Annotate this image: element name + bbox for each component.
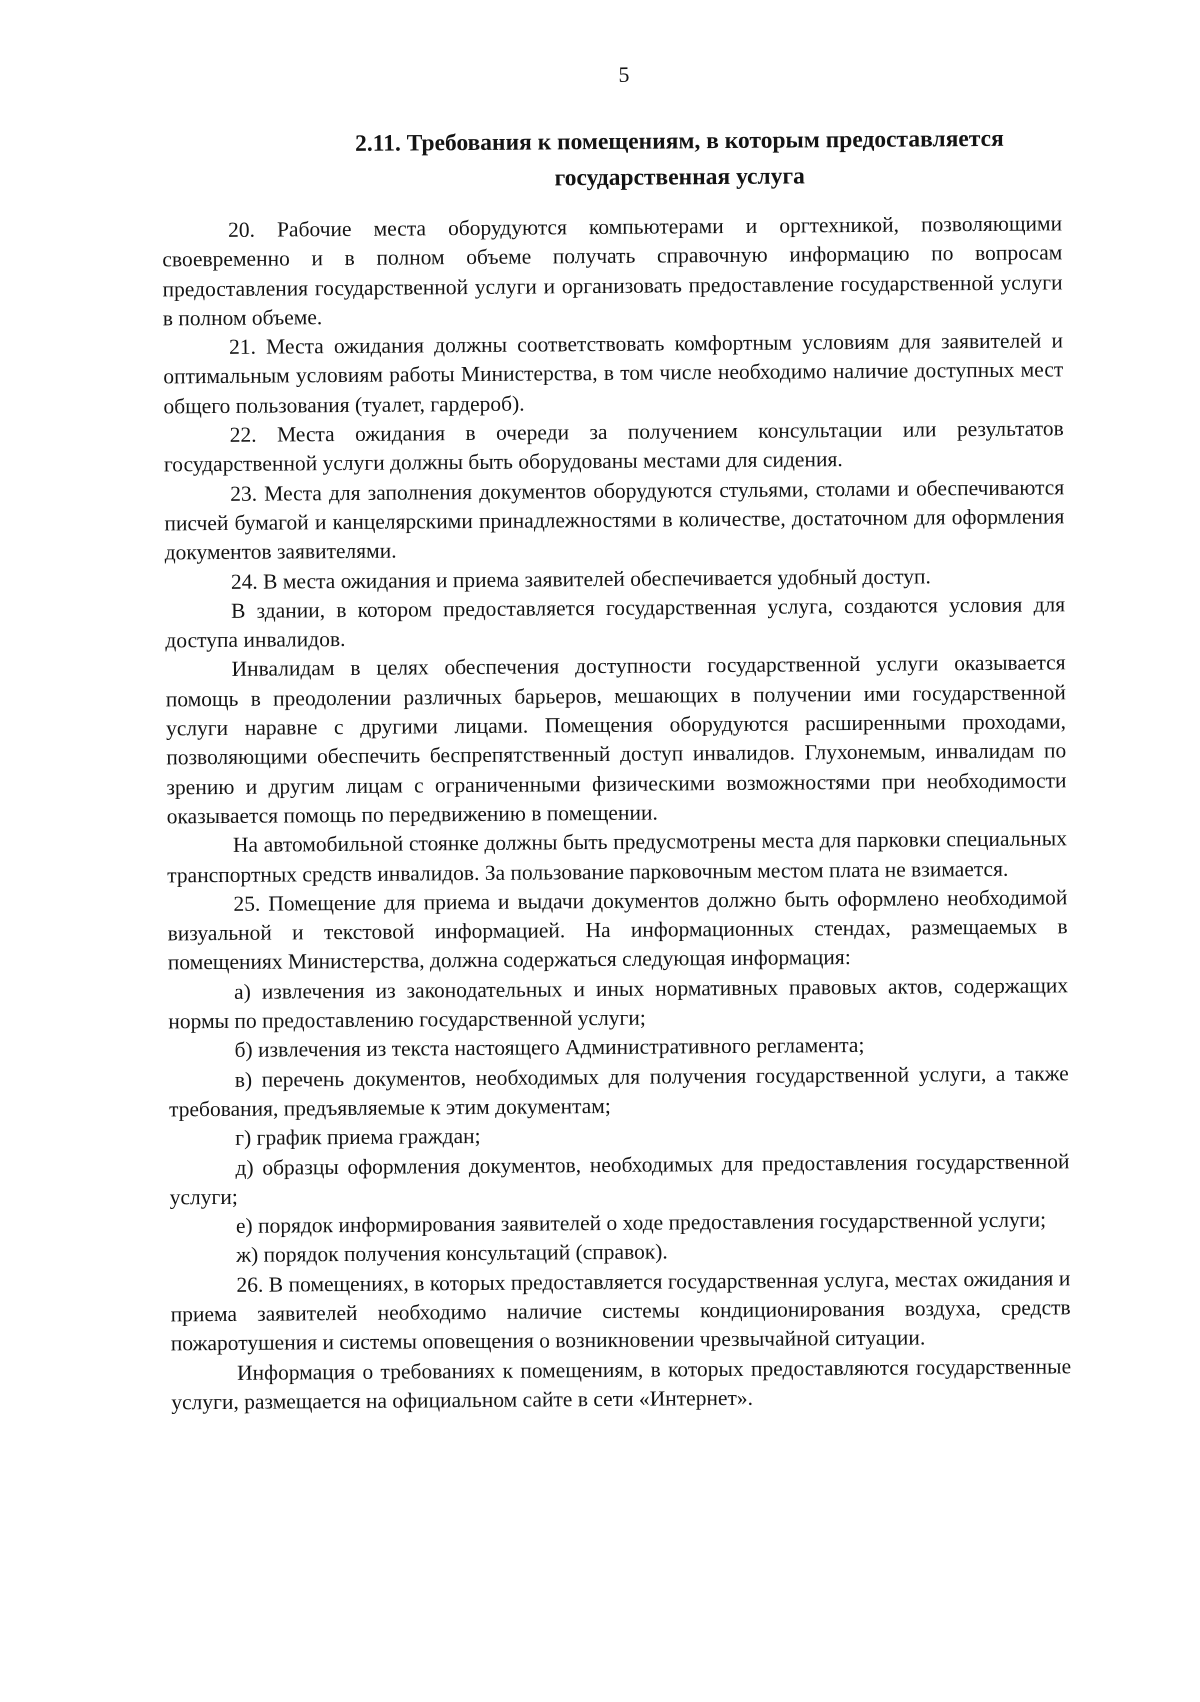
- paragraph-24: 24. В места ожидания и приема заявителей обеспечивается удобный доступ.: [230, 563, 931, 594]
- section-title: [299, 120, 1060, 198]
- list-item-d: д) образцы оформления документов, необходимых для предоставления государственной услуги;: [169, 1148, 1070, 1210]
- paragraph-accessibility-help: Инвалидам в целях обеспечения доступности государственной услуги оказывается помощь в преодолении различных барьеров, мешающих в получении ими государственной услуги наравне с другими лицами. Помещения оборудуются расширенными проходами, позволяющими обеспечить беспрепятственный доступ инвалидов. Глухонемым, инвалидам по зрению и другим лицам с ограниченными физическими возможностями при необходимости оказывается помощь по передвижению в помещении.: [165, 650, 1067, 829]
- paragraph-accessibility-building: В здании, в котором предоставляется государственная услуга, создаются условия для доступа инвалидов.: [165, 592, 1066, 653]
- paragraph-website-info: Информация о требованиях к помещениям, в которых предоставляются государственные услуги, размещается на официальном сайте в сети «Интернет».: [171, 1353, 1072, 1415]
- paragraph-21: 21. Места ожидания должны соответствовать комфортным условиям для заявителей и оптимальным условиям работы Министерства, в том числе необходимо наличие доступных мест общего пользования (туалет, гардероб).: [163, 328, 1064, 419]
- paragraph-20: 20. Рабочие места оборудуются компьютерами и оргтехникой, позволяющими своевременно и в полном объеме получать справочную информацию по вопросам предоставления государственной услуги и организовать предоставление государственной услуги в полном объеме.: [162, 211, 1063, 331]
- paragraph-25: 25. Помещение для приема и выдачи документов должно быть оформлено необходимой визуальной и текстовой информацией. На информационных стендах, размещаемых в помещениях Министерства, должна содержаться следующая информация:: [167, 885, 1068, 975]
- paragraph-26: 26. В помещениях, в которых предоставляется государственная услуга, местах ожидания и приема заявителей необходимо наличие системы кондиционирования воздуха, средств пожаротушения и системы оповещения о возникновении чрезвычайной ситуации.: [170, 1266, 1071, 1356]
- list-item-b: б) извлечения из текста настоящего Административного регламента;: [234, 1033, 865, 1063]
- list-item-v: в) перечень документов, необходимых для получения государственной услуги, а также требования, предъявляемые к этим документам;: [168, 1060, 1069, 1122]
- paragraph-parking: На автомобильной стоянке должны быть предусмотрены места для парковки специальных транспортных средств инвалидов. За пользование парковочным местом плата не взимается.: [167, 826, 1068, 887]
- paragraph-22: 22. Места ожидания в очереди за получением консультации или результатов государственной услуги должны быть оборудованы местами для сидения.: [163, 416, 1064, 477]
- page-number: 5: [618, 61, 630, 87]
- list-item-g: г) график приема граждан;: [235, 1124, 481, 1151]
- document-body: [162, 209, 1071, 1417]
- list-item-zh: ж) порядок получения консультаций (справок).: [236, 1239, 668, 1268]
- section-title-line-2: государственная услуга: [554, 163, 805, 192]
- section-title-line-1: 2.11. Требования к помещениям, в которым предоставляется: [355, 125, 1004, 157]
- list-item-e: е) порядок информирования заявителей о ходе предоставления государственной услуги;: [235, 1207, 1047, 1238]
- paragraph-23: 23. Места для заполнения документов оборудуются стульями, столами и обеспечиваются писчей бумагой и канцелярскими принадлежностями в количестве, достаточном для оформления документов заявителями.: [164, 475, 1065, 565]
- list-item-a: а) извлечения из законодательных и иных нормативных правовых актов, содержащих нормы по предоставлению государственной услуги;: [168, 973, 1069, 1034]
